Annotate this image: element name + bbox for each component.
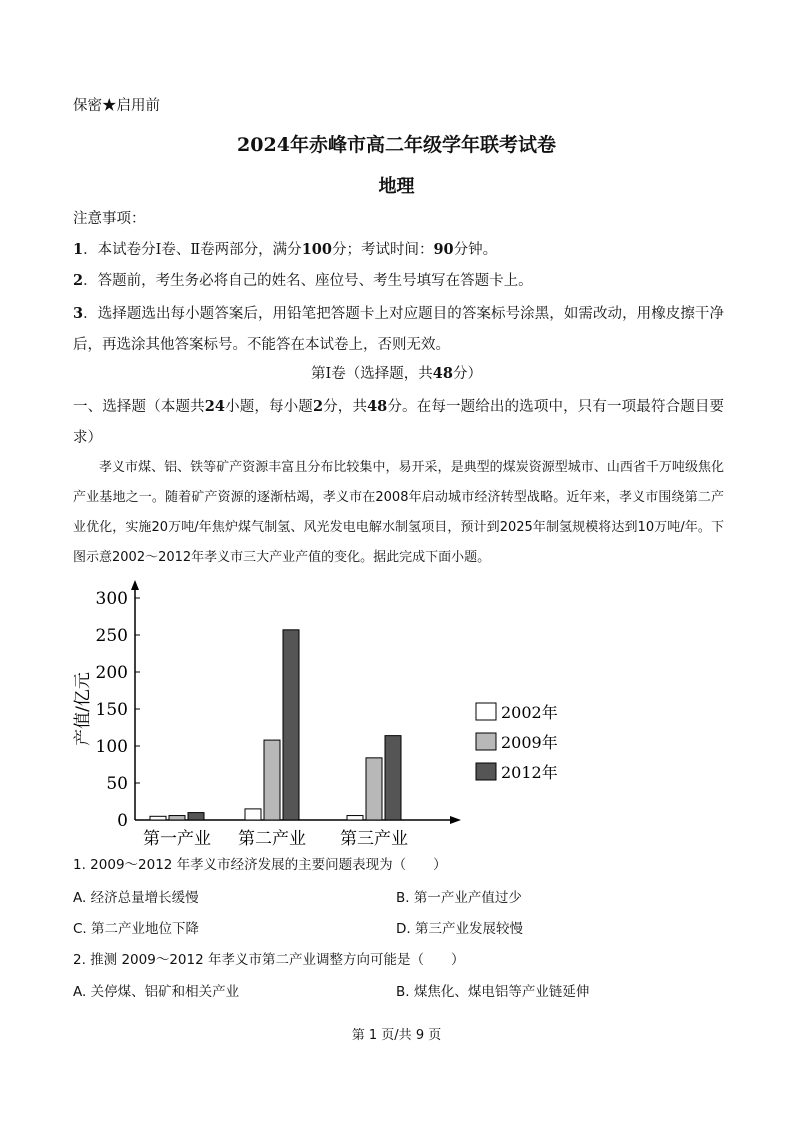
section-title-c: 分） [452, 366, 482, 382]
notice-bold: 90 [433, 241, 454, 258]
instr-text: 小题，每小题 [224, 399, 313, 415]
y-axis-title: 产值/亿元 [73, 672, 93, 746]
section-title-a: 第Ⅰ卷（选择题，共 [311, 366, 433, 382]
question-1-stem: 1. 2009～2012 年孝义市经济发展的主要问题表现为（ ） [73, 857, 447, 873]
q1-option-d: D. 第三产业发展较慢 [396, 921, 523, 937]
confidential-mark: 保密★启用前 [73, 98, 160, 114]
notice-text: ．选择题选出每小题答案后，用铅笔把答题卡上对应题目的答案标号涂黑，如需改动，用橡皮擦干净后，再选涂其他答案标号。不能答在本试卷上，否则无效。 [73, 306, 724, 353]
instr-bold: 24 [204, 398, 225, 415]
instr-text: 分，共 [323, 399, 368, 415]
instr-text: 分。在每一题给出的选项中，只有一项最符合题目要求） [73, 399, 725, 446]
notice-item-1 [73, 238, 497, 259]
exam-title-year: 2024 [237, 134, 290, 156]
instr-bold: 48 [367, 398, 388, 415]
y-tick-label: 100 [95, 737, 128, 757]
section-title [0, 362, 793, 383]
subject-title: 地理 [378, 176, 415, 197]
bar-2-1 [245, 809, 261, 820]
notice-text: ．答题前，考生务必将自己的姓名、座位号、考生号填写在答题卡上。 [83, 273, 533, 289]
notice-num: 3 [73, 305, 84, 322]
x-category-label: 第三产业 [340, 829, 408, 849]
section-instructions [73, 391, 724, 454]
y-axis-arrow [131, 580, 139, 590]
y-tick-label: 250 [95, 626, 128, 646]
y-tick-label: 150 [95, 700, 128, 720]
q2-option-a: A. 关停煤、铝矿和相关产业 [73, 984, 240, 1000]
q1-option-c: C. 第二产业地位下降 [73, 921, 200, 937]
page-footer: 第 1 页/共 9 页 [351, 1028, 442, 1043]
passage: 孝义市煤、铝、铁等矿产资源丰富且分布比较集中，易开采，是典型的煤炭资源型城市、山西省千万吨级焦化产业基地之一。随着矿产资源的逐渐枯竭，孝义市在2008年启动城市经济转型战略。近年来，孝义市围绕第二产业优化，实施20万吨/年焦炉煤气制氢、风光发电电解水制氢项目，预计到2025年制氢规模将达到10万吨/年。下图示意2002～2012年孝义市三大产业产值的变化。据此完成下面小题。 [73, 460, 724, 565]
section-title-b: 48 [432, 365, 453, 382]
exam-title-text: 年赤峰市高二年级学年联考试卷 [289, 134, 556, 156]
legend-swatch [476, 763, 496, 780]
q1-option-b: B. 第一产业产值过少 [396, 890, 522, 906]
notice-num: 1 [73, 241, 84, 258]
legend-label: 2012年 [501, 763, 558, 782]
y-tick-label: 200 [95, 663, 128, 683]
q1-option-a: A. 经济总量增长缓慢 [73, 890, 199, 906]
notice-item-3 [73, 298, 724, 361]
x-category-label: 第二产业 [238, 829, 306, 849]
bar-1-1 [150, 816, 166, 820]
bar-3-2 [366, 758, 382, 820]
notice-text: 分钟。 [453, 242, 498, 258]
legend-swatch [476, 733, 496, 750]
notice-heading: 注意事项： [73, 211, 146, 227]
y-tick-label: 300 [95, 589, 128, 609]
notice-num: 2 [73, 272, 84, 289]
notice-text: 分；考试时间： [331, 242, 434, 258]
instr-text: 一、选择题（本题共 [73, 399, 205, 415]
industry-output-chart [60, 578, 580, 853]
bar-3-3 [385, 736, 401, 820]
notice-item-2 [73, 269, 533, 290]
legend-label: 2009年 [501, 733, 558, 752]
x-category-label: 第一产业 [143, 829, 211, 849]
q2-option-b: B. 煤焦化、煤电铝等产业链延伸 [396, 984, 590, 1000]
y-tick-label: 0 [117, 811, 128, 831]
bar-2-3 [283, 630, 299, 820]
y-tick-label: 50 [106, 774, 128, 794]
question-2-stem: 2. 推测 2009～2012 年孝义市第二产业调整方向可能是（ ） [73, 952, 465, 968]
x-axis-arrow [450, 816, 461, 824]
bar-1-3 [188, 813, 204, 820]
exam-title [0, 130, 793, 157]
legend-label: 2002年 [501, 703, 558, 722]
notice-text: ．本试卷分Ⅰ卷、Ⅱ卷两部分，满分 [83, 242, 302, 258]
notice-bold: 100 [301, 241, 332, 258]
bar-3-1 [347, 816, 363, 820]
bar-2-2 [264, 740, 280, 820]
instr-bold: 2 [312, 398, 324, 415]
bar-1-2 [169, 816, 185, 820]
legend-swatch [476, 703, 496, 720]
